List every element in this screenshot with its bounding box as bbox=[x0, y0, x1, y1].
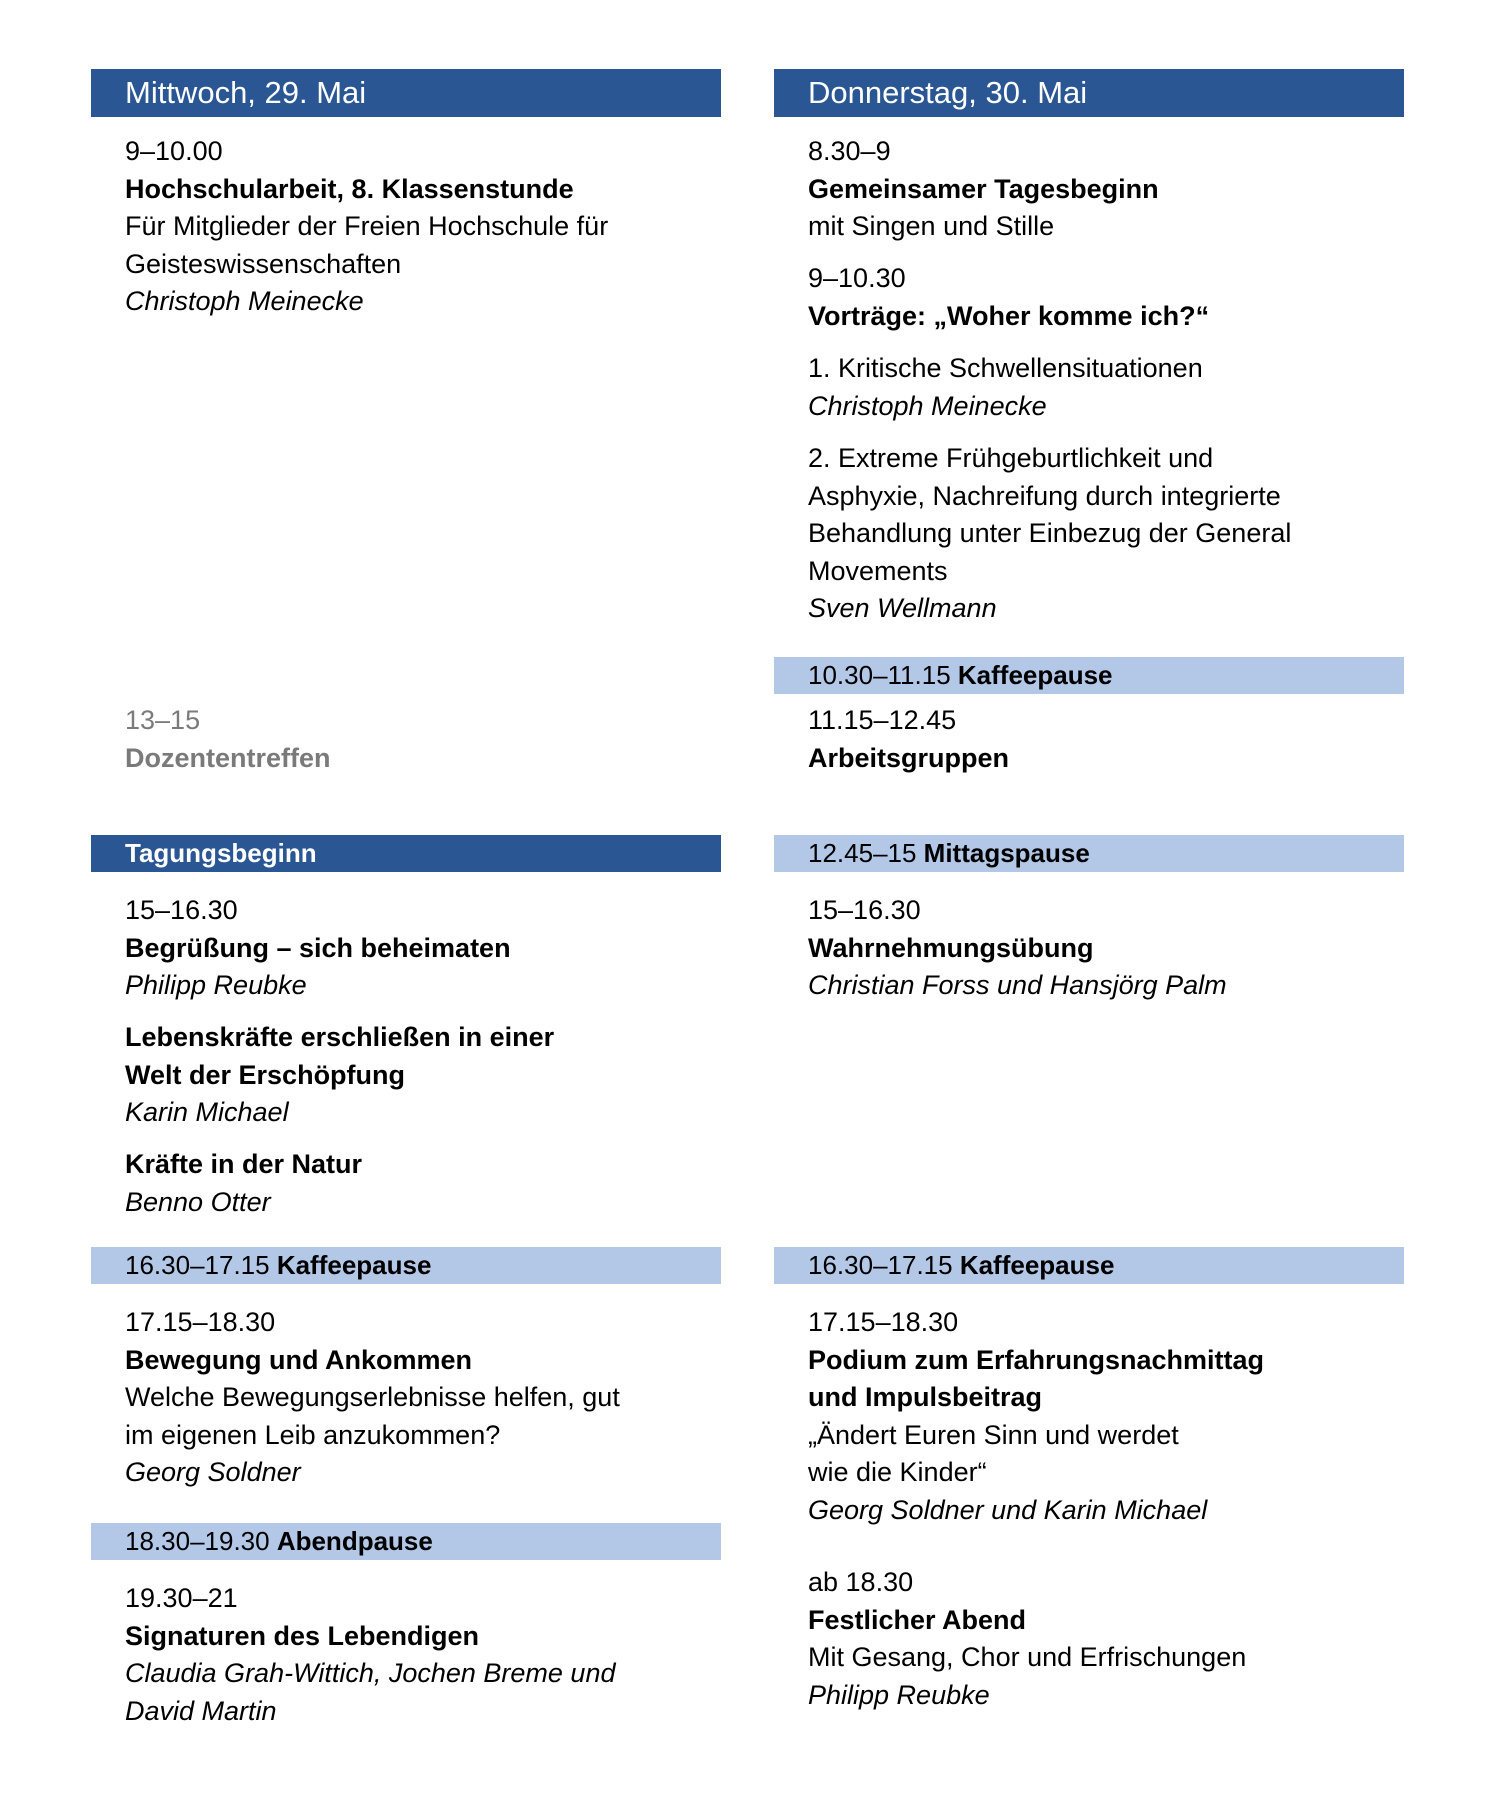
session-dozententreffen bbox=[91, 702, 721, 777]
session-lebenskraefte bbox=[91, 1019, 721, 1132]
session-time: ab 18.30 bbox=[808, 1567, 914, 1597]
session-speaker: Georg Soldner bbox=[125, 1457, 301, 1487]
session-hochschularbeit bbox=[91, 133, 721, 321]
talk-title: Movements bbox=[808, 555, 948, 586]
session-vortraege bbox=[774, 260, 1404, 335]
session-title: Begrüßung – sich beheimaten bbox=[125, 932, 511, 963]
session-title: Hochschularbeit, 8. Klassenstunde bbox=[125, 173, 574, 204]
session-time: 15–16.30 bbox=[125, 895, 238, 925]
break-band-kaffeepause bbox=[774, 1247, 1404, 1284]
session-title: Signaturen des Lebendigen bbox=[125, 1620, 480, 1651]
session-title: Lebenskräfte erschließen in einer bbox=[125, 1022, 555, 1052]
session-time: 9–10.00 bbox=[125, 136, 223, 166]
session-description: Welche Bewegungserlebnisse helfen, gut bbox=[125, 1382, 620, 1412]
session-time: 17.15–18.30 bbox=[125, 1307, 276, 1337]
session-tagesbeginn bbox=[774, 133, 1404, 246]
break-band-mittagspause bbox=[774, 835, 1404, 872]
session-begruessung bbox=[91, 892, 721, 1005]
talk-speaker: Sven Wellmann bbox=[808, 593, 997, 623]
session-signaturen bbox=[91, 1580, 721, 1730]
session-title: Kräfte in der Natur bbox=[125, 1149, 363, 1179]
session-title: Dozententreffen bbox=[125, 742, 331, 773]
break-label: Kaffeepause bbox=[957, 660, 1113, 690]
session-title: und Impulsbeitrag bbox=[808, 1382, 1043, 1412]
session-title: Podium zum Erfahrungsnachmittag bbox=[808, 1344, 1265, 1375]
session-description: mit Singen und Stille bbox=[808, 211, 1055, 241]
break-time: 10.30–11.15 bbox=[808, 660, 958, 690]
session-wahrnehmung bbox=[774, 892, 1404, 1005]
session-title: Vorträge: „Woher komme ich?“ bbox=[808, 300, 1210, 331]
session-speaker: Benno Otter bbox=[125, 1186, 271, 1217]
session-time: 8.30–9 bbox=[808, 136, 891, 166]
talk-title: 1. Kritische Schwellensituationen bbox=[808, 353, 1203, 383]
session-description: Mit Gesang, Chor und Erfrischungen bbox=[808, 1642, 1247, 1672]
session-time: 19.30–21 bbox=[125, 1583, 238, 1613]
session-arbeitsgruppen bbox=[774, 702, 1404, 777]
session-title: Arbeitsgruppen bbox=[808, 742, 1010, 773]
session-speaker: Philipp Reubke bbox=[125, 970, 307, 1000]
break-band-abendpause bbox=[91, 1523, 721, 1560]
session-title: Welt der Erschöpfung bbox=[125, 1059, 406, 1090]
break-time: 16.30–17.15 bbox=[808, 1250, 960, 1280]
talk-title: Behandlung unter Einbezug der General bbox=[808, 518, 1292, 548]
session-description: im eigenen Leib anzukommen? bbox=[125, 1419, 501, 1450]
day-header-wednesday: Mittwoch, 29. Mai bbox=[91, 69, 721, 117]
session-festlicher-abend bbox=[774, 1564, 1404, 1714]
talk-2 bbox=[774, 440, 1404, 628]
session-speaker: Karin Michael bbox=[125, 1097, 289, 1127]
session-speaker: David Martin bbox=[125, 1695, 277, 1726]
break-band-kaffeepause bbox=[774, 657, 1404, 694]
break-label: Mittagspause bbox=[923, 838, 1090, 868]
session-time: 17.15–18.30 bbox=[808, 1307, 959, 1337]
talk-1 bbox=[774, 350, 1404, 425]
break-label: Kaffeepause bbox=[276, 1250, 432, 1280]
session-title: Wahrnehmungsübung bbox=[808, 932, 1094, 963]
session-podium bbox=[774, 1304, 1404, 1529]
session-title: Bewegung und Ankommen bbox=[125, 1344, 473, 1375]
session-speaker: Georg Soldner und Karin Michael bbox=[808, 1494, 1208, 1525]
session-bewegung bbox=[91, 1304, 721, 1492]
talk-speaker: Christoph Meinecke bbox=[808, 390, 1047, 421]
talk-title: Asphyxie, Nachreifung durch integrierte bbox=[808, 480, 1281, 511]
break-time: 18.30–19.30 bbox=[125, 1526, 277, 1556]
tagungsbeginn-band: Tagungsbeginn bbox=[91, 835, 721, 872]
session-title: Gemeinsamer Tagesbeginn bbox=[808, 173, 1159, 204]
session-description: Für Mitglieder der Freien Hochschule für bbox=[125, 211, 609, 241]
session-time: 11.15–12.45 bbox=[808, 705, 957, 735]
session-speaker: Claudia Grah-Wittich, Jochen Breme und bbox=[125, 1658, 616, 1688]
day-header-thursday: Donnerstag, 30. Mai bbox=[774, 69, 1404, 117]
break-label: Abendpause bbox=[276, 1526, 433, 1556]
break-label: Kaffeepause bbox=[959, 1250, 1115, 1280]
session-description: „Ändert Euren Sinn und werdet bbox=[808, 1419, 1179, 1450]
session-speaker: Christoph Meinecke bbox=[125, 286, 364, 316]
session-description: Geisteswissenschaften bbox=[125, 248, 402, 279]
session-speaker: Philipp Reubke bbox=[808, 1679, 990, 1710]
session-natur bbox=[91, 1146, 721, 1221]
session-time: 9–10.30 bbox=[808, 263, 906, 293]
break-band-kaffeepause bbox=[91, 1247, 721, 1284]
session-time: 15–16.30 bbox=[808, 895, 921, 925]
session-time: 13–15 bbox=[125, 705, 201, 735]
break-time: 12.45–15 bbox=[808, 838, 924, 868]
session-speaker: Christian Forss und Hansjörg Palm bbox=[808, 970, 1227, 1000]
break-time: 16.30–17.15 bbox=[125, 1250, 277, 1280]
session-description: wie die Kinder“ bbox=[808, 1457, 987, 1487]
talk-title: 2. Extreme Frühgeburtlichkeit und bbox=[808, 443, 1214, 473]
session-title: Festlicher Abend bbox=[808, 1604, 1027, 1635]
